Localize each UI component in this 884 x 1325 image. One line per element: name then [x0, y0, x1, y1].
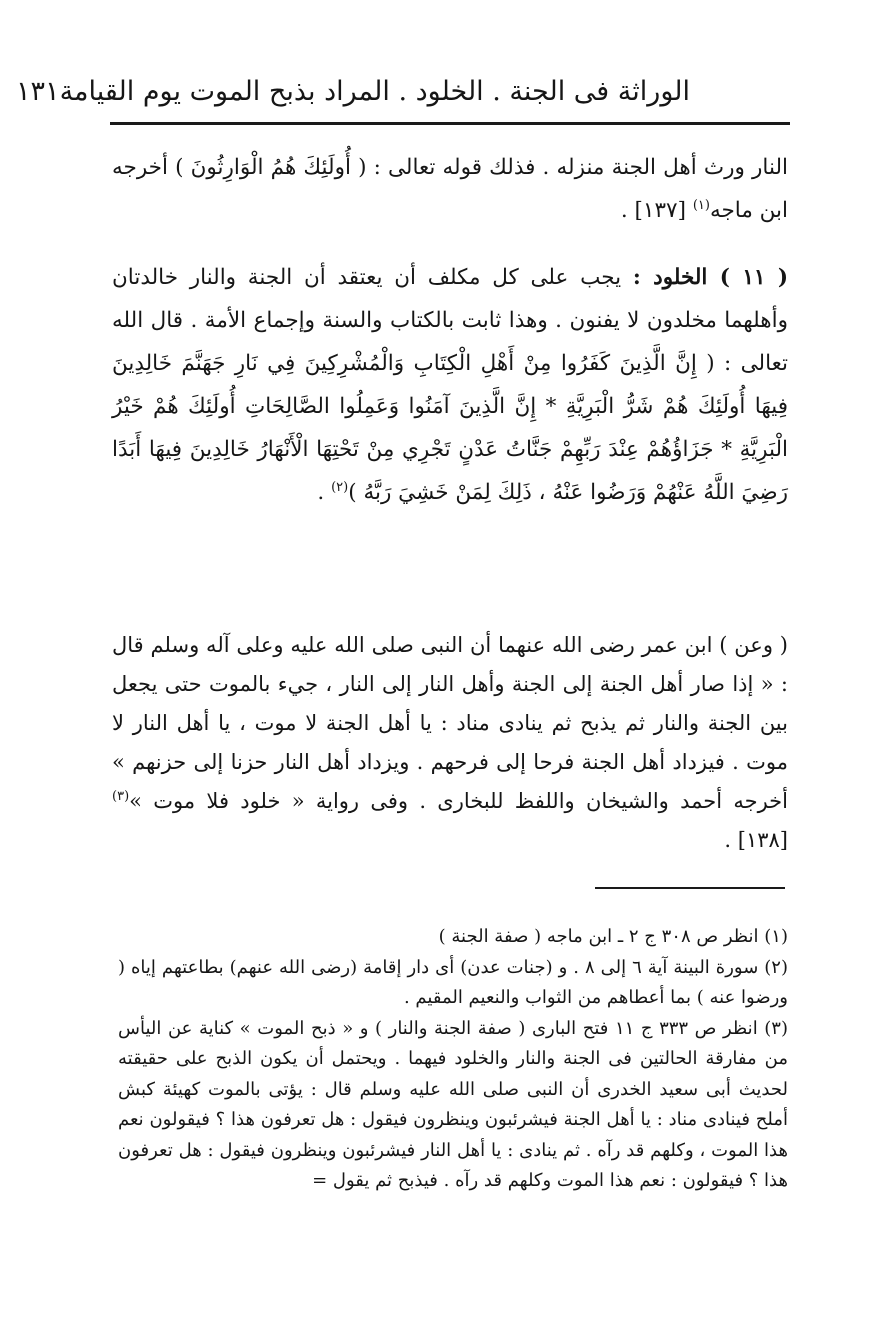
paragraph-body: ( وعن ) ابن عمر رضى الله عنهما أن النبى صلى الله عليه وعلى آله وسلم قال : « إذا صار أهل الجنة إلى الجنة وأهل النار إلى النار ، جيء بالموت حتى يجعل بين الجنة والنار ثم يذبح ثم ينادى مناد : يا أهل الجنة لا موت ، يا أهل النار لا موت . فيزداد أهل الجنة فرحا إلى فرحهم . ويزداد أهل النار حزنا إلى حزنهم » أخرجه أحمد والشيخان واللفظ للبخارى . وفى رواية « خلود فلا موت » — [112, 633, 788, 813]
running-title: الوراثة فى الجنة . الخلود . المراد بذبح الموت يوم القيامة — [59, 75, 690, 107]
paragraph-inheritance — [112, 146, 788, 232]
page-number: ١٣١ — [16, 75, 60, 107]
footnote-ref-1: (١) — [692, 197, 710, 213]
page-header — [16, 66, 690, 116]
footnote-2: (٢) سورة البينة آية ٦ إلى ٨ . و (جنات عدن) أى دار إقامة (رضى الله عنهم) بطاعتهم إياه ( ورضوا عنه ) بما أعطاهم من الثواب والنعيم المقيم . — [118, 956, 788, 1008]
paragraph-hadith — [112, 626, 788, 860]
footnote-3: (٣) انظر ص ٣٣٣ ج ١١ فتح البارى ( صفة الجنة والنار ) و « ذبح الموت » كناية عن اليأس من مفارقة الحالتين فى الجنة والنار والخلود فيهما . ويحتمل أن يكون الذبح على حقيقته لحديث أبى سعيد الخدرى أن النبى صلى الله عليه وسلم قال : يؤتى بالموت كهيئة كبش أملح فينادى مناد : يا أهل الجنة فيشرئبون وينظرون فيقول : هل تعرفون هذا ؟ فيقولون نعم هذا الموت ، وكلهم قد رآه . ثم ينادى : يا أهل النار فيشرئبون وينظرون فيقول : هل تعرفون هذا ؟ فيقولون : نعم هذا الموت وكلهم قد رآه . فيذبح ثم يقول = — [118, 1017, 789, 1191]
paragraph-end: . — [317, 480, 325, 505]
paragraph-body: النار ورث أهل الجنة منزله . فذلك قوله تعالى : ( أُولَئِكَ هُمُ الْوَارِثُونَ ) أخرجه ابن ماجه — [112, 155, 788, 223]
section-heading: ( ١١ ) الخلود : — [632, 265, 788, 290]
paragraph-text — [112, 146, 788, 232]
header-rule — [110, 122, 790, 125]
paragraph-eternity — [112, 256, 788, 514]
footnote-1: (١) انظر ص ٣٠٨ ج ٢ ـ ابن ماجه ( صفة الجنة ) — [438, 926, 788, 947]
footnote-ref-3: (٣) — [112, 789, 130, 804]
hadith-number: [١٣٨] . — [724, 828, 788, 852]
paragraph-body: يجب على كل مكلف أن يعتقد أن الجنة والنار خالدتان وأهلهما مخلدون لا يفنون . وهذا ثابت بالكتاب والسنة وإجماع الأمة . قال الله تعالى : ( إِنَّ الَّذِينَ كَفَرُوا مِنْ أَهْلِ الْكِتَابِ وَالْمُشْرِكِينَ فِي نَارِ جَهَنَّمَ خَالِدِينَ فِيهَا أُولَئِكَ هُمْ شَرُّ الْبَرِيَّةِ * إِنَّ الَّذِينَ آمَنُوا وَعَمِلُوا الصَّالِحَاتِ أُولَئِكَ هُمْ خَيْرُ الْبَرِيَّةِ * جَزَاؤُهُمْ عِنْدَ رَبِّهِمْ جَنَّاتُ عَدْنٍ تَجْرِي مِنْ تَحْتِهَا الْأَنْهَارُ خَالِدِينَ فِيهَا أَبَدًا رَضِيَ اللَّهُ عَنْهُمْ وَرَضُوا عَنْهُ ، ذَلِكَ لِمَنْ خَشِيَ رَبَّهُ ) — [112, 265, 788, 505]
footnote-separator — [595, 887, 785, 889]
footnote-ref-2: (٢) — [331, 479, 349, 495]
paragraph-text — [112, 626, 788, 860]
hadith-number: [١٣٧] . — [620, 198, 686, 223]
footnotes — [118, 922, 788, 1197]
paragraph-text — [112, 256, 788, 514]
